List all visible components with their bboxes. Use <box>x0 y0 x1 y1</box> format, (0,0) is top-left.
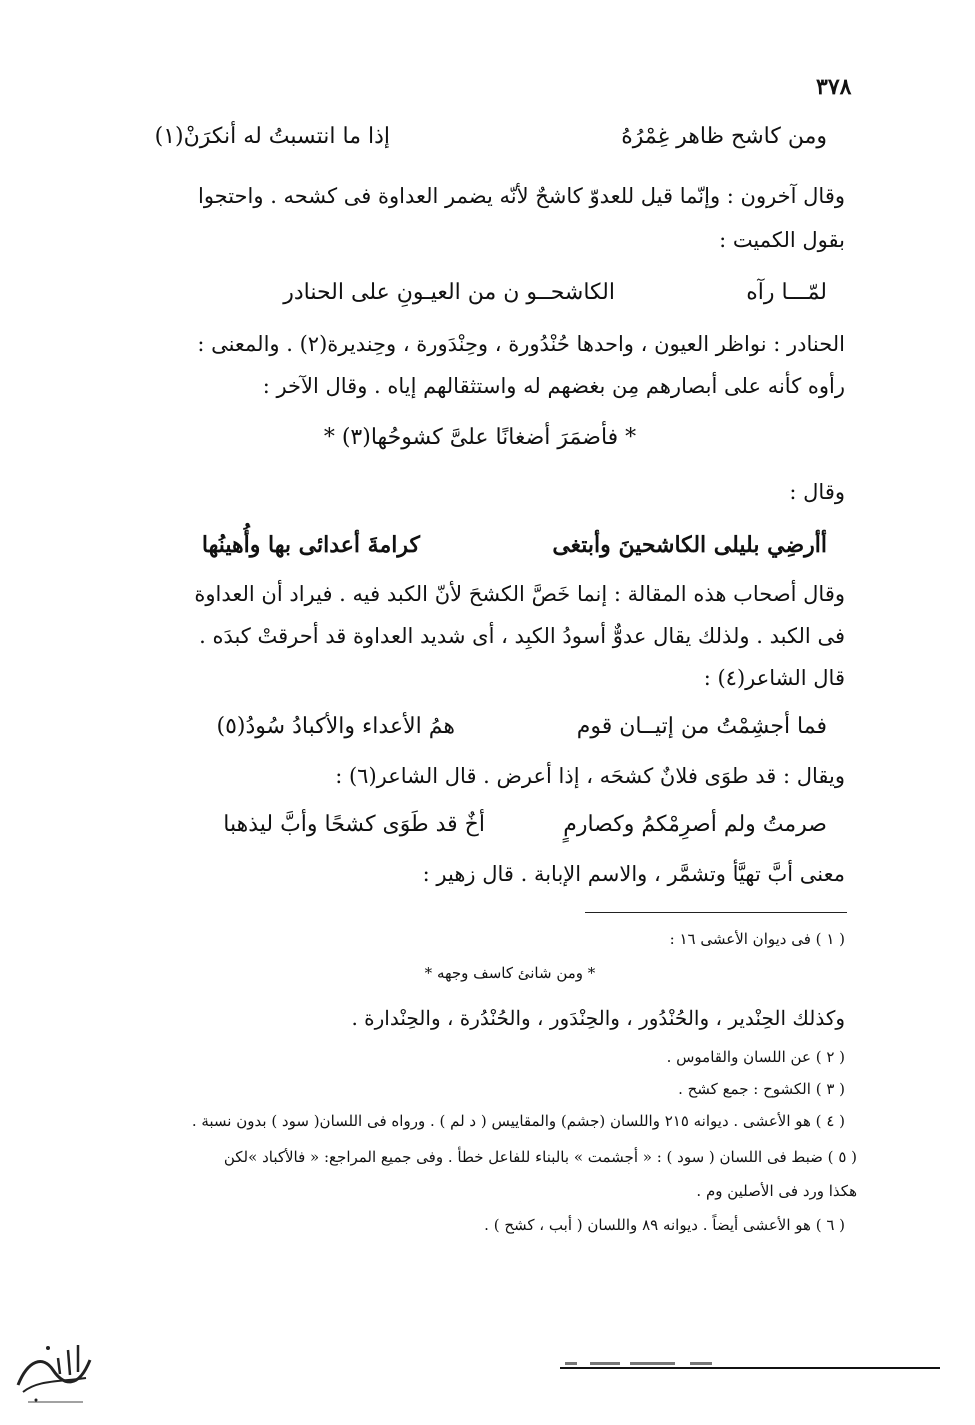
footnote-6: ( ٦ ) هو الأعشى أيضاً . ديوانه ٨٩ واللسان ( أبب ، كشح ) . <box>484 1216 845 1234</box>
stamp-icon <box>8 1330 98 1410</box>
verse-2-left-hemistich: الكاشحــو ن من العيـونِ على الحنادر <box>283 280 615 305</box>
wa-qal-line: وقال : <box>789 480 845 504</box>
scan-mark <box>690 1362 712 1365</box>
paragraph-1-line-2: بقول الكميت : <box>719 228 845 252</box>
library-stamp-logo <box>8 1330 98 1410</box>
footnote-4: ( ٤ ) هو الأعشى . ديوانه ٢١٥ واللسان (جشم) والمقاييس ( د لم ) . ورواه فى اللسان( سود ) بدون نسبة . <box>191 1112 845 1130</box>
footnote-2: ( ٢ ) عن اللسان والقاموس . <box>666 1048 845 1066</box>
paragraph-1-line-1: وقال آخرون : وإنّما قيل للعدوّ كاشحٌ لأنّه يضمر العداوة فى كشحه . واحتجوا <box>197 184 845 208</box>
paragraph-3-line-2: فى الكبد . ولذلك يقال عدوٌّ أسودُ الكبِد ، أى شديد العداوة قد أحرقتْ كبدَه . <box>199 624 845 648</box>
verse-1-left-hemistich: إذا ما انتسبتُ له أنكرَنْ(١) <box>154 124 390 149</box>
verse-4-right-hemistich: أأرضِي بليلى الكاشحينَ وأبتغى <box>552 532 827 558</box>
paragraph-2-line-1: الحنادر : نواظر العيون ، واحدها حُنْدُورة ، وحِنْدَورة ، وحِنديرة(٢) . والمعنى : <box>197 332 845 356</box>
scan-mark <box>590 1362 620 1365</box>
verse-6-right-hemistich: صرمتُ ولم أصرِمْكمُ وكصارمٍ <box>563 812 827 837</box>
footnote-separator <box>585 912 847 913</box>
bottom-rule <box>560 1367 940 1369</box>
page-number: ٣٧٨ <box>816 74 852 100</box>
paragraph-3-line-1: وقال أصحاب هذه المقالة : إنما خَصَّ الكشحَ لأنّ الكبد فيه . فيراد أن العداوة <box>194 582 845 606</box>
verse-6-left-hemistich: أخٌ قد طَوَى كشحًا وأبَّ ليذهبا <box>223 812 485 837</box>
scan-mark <box>630 1362 675 1365</box>
scan-mark <box>565 1362 577 1365</box>
footnote-3: ( ٣ ) الكشوح : جمع كشح . <box>678 1080 845 1098</box>
verse-3: * فأضمَرَ أضغانًا علىَّ كشوحُها(٣) * <box>323 425 637 450</box>
paragraph-4: ويقال : قد طوَى فلانٌ كشحَه ، إذا أعرض . قال الشاعر(٦) : <box>335 764 845 788</box>
verse-2-right-hemistich: لمّـــا رآه <box>746 280 827 305</box>
footnote-5-line-1: ( ٥ ) ضبط فى اللسان ( سود ) : « أجشمت » بالبناء للفاعل خطأ . وفى جميع المراجع: « فالأكباد »لكن <box>223 1148 857 1166</box>
footnote-1-verse: * ومن شانئ كاسف وجهه * <box>424 964 596 982</box>
footnote-1-continuation: وكذلك الحِنْدير ، والحُنْدُور ، والحِنْدَور ، والحُنْدُرة ، والحِنْدارة . <box>351 1006 845 1030</box>
verse-1-right-hemistich: ومن كاشح ظاهر غِمْرُهُ <box>621 124 827 149</box>
verse-5-right-hemistich: فما أجشِمْتُ من إتيــان قوم <box>576 714 827 739</box>
verse-5-left-hemistich: همُ الأعداء والأكبادُ سُودُ(٥) <box>216 714 455 739</box>
paragraph-3-line-3: قال الشاعر(٤) : <box>703 666 845 690</box>
footnote-1: ( ١ ) فى ديوان الأعشى ١٦ : <box>669 930 845 948</box>
footnote-5-line-2: هكذا ورد فى الأصلين وم . <box>696 1182 857 1200</box>
paragraph-2-line-2: رأوه كأنه على أبصارهم مِن بغضهم له واستثقالهم إياه . وقال الآخر : <box>262 374 845 398</box>
verse-4-left-hemistich: كرامةَ أعدائى بها وأُهينُها <box>201 532 420 558</box>
paragraph-5: معنى أبَّ تهيَّأ وتشمَّر ، والاسم الإبابة . قال زهير : <box>422 862 845 886</box>
